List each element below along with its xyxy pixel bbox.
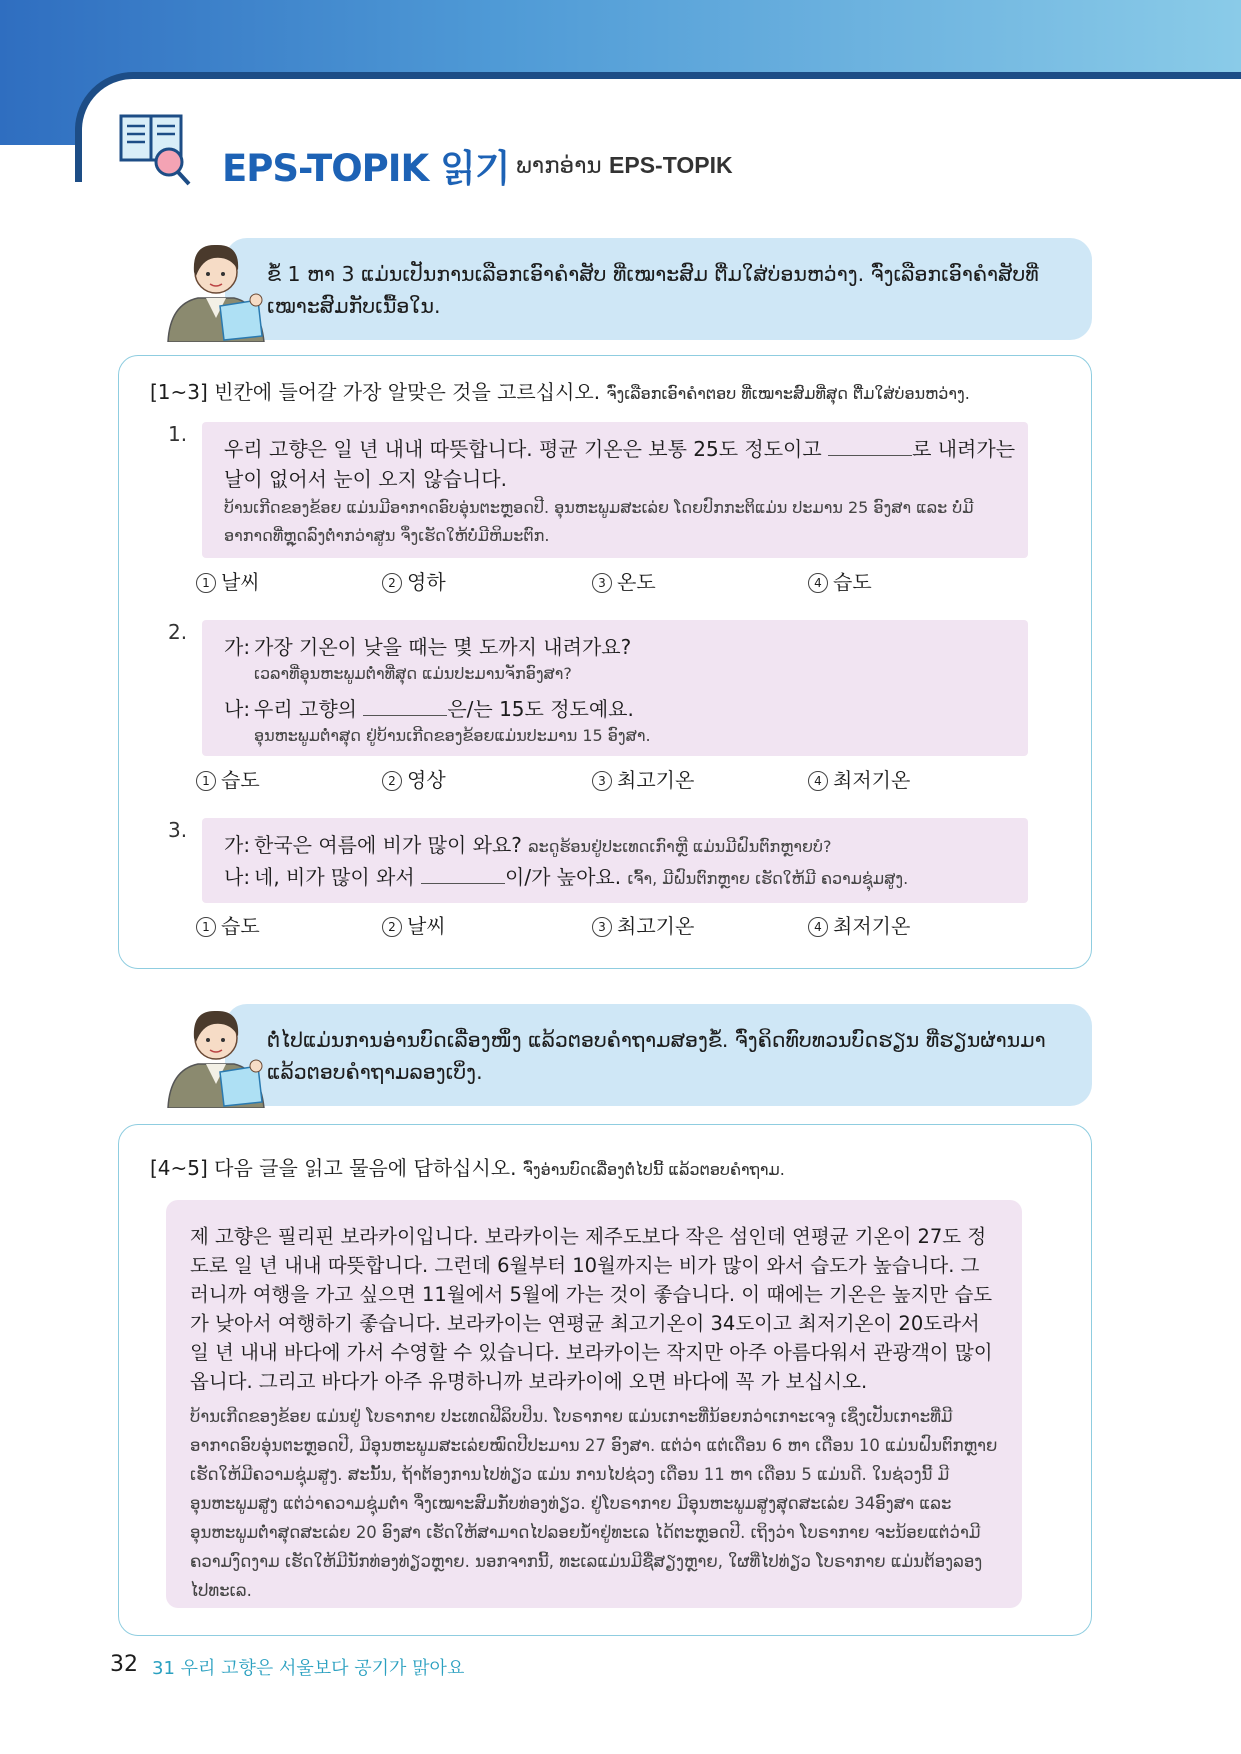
question-number: 3. <box>168 818 188 842</box>
option-1[interactable]: 1 날씨 <box>196 566 260 595</box>
question-2-options <box>196 764 1046 792</box>
option-1[interactable]: 1 습도 <box>196 764 260 793</box>
teacher-illustration <box>160 998 270 1108</box>
section-1-instruction <box>150 376 970 405</box>
option-number-icon: 4 <box>808 917 828 937</box>
book-magnifier-icon <box>117 110 197 190</box>
dialogue-line-b: 나: 네, 비가 많이 와서 이/가 높아요. ເຈົ້າ, ມີຝົນຕົກຫຼາຍ ເຮັດໃຫ້ມີ ຄວາມຊຸ່ມສູງ. <box>224 865 909 889</box>
subtitle-en: EPS-TOPIK <box>609 152 733 178</box>
option-number-icon: 4 <box>808 771 828 791</box>
instruction-lao: ຈົ່ງອ່ານບົດເລື່ອງຕໍ່ໄປນີ້ ແລ້ວຕອບຄຳຖາມ. <box>522 1160 785 1179</box>
option-number-icon: 4 <box>808 573 828 593</box>
instruction-banner-2 <box>225 1004 1092 1106</box>
option-4[interactable]: 4 최저기온 <box>808 764 910 793</box>
banner-2-text: ຕໍ່ໄປແມ່ນການອ່ານບົດເລື່ອງໜຶ່ງ ແລ້ວຕອບຄຳຖາມສອງຂໍ້. ຈົ່ງຄິດທົບທວນບົດຮຽນ ທີ່ຮຽນຜ່ານມາ ແລ້ວຕອບຄຳຖາມລອງເບິ່ງ. <box>267 1028 1046 1084</box>
option-number-icon: 1 <box>196 573 216 593</box>
passage-korean: 제 고향은 필리핀 보라카이입니다. 보라카이는 제주도보다 작은 섬인데 연평균 기온이 27도 정도로 일 년 내내 따뜻합니다. 그런데 6월부터 10월까지는 비가 많이 와서 습도가 높습니다. 그러니까 여행을 가고 싶으면 11월에서 5월에 가는 것이 좋습니다. 이 때에는 기온은 높지만 습도가 낮아서 여행하기 좋습니다. 보라카이는 연평균 최고기온이 34도이고 최저기온이 20도라서 일 년 내내 바다에 가서 수영할 수 있습니다. 보라카이는 작지만 아주 아름다워서 관광객이 많이 옵니다. 그리고 바다가 아주 유명하니까 보라카이에 오면 바다에 꼭 가 보십시오. <box>190 1225 993 1393</box>
option-number-icon: 1 <box>196 917 216 937</box>
answer-blank <box>421 865 505 884</box>
option-number-icon: 1 <box>196 771 216 791</box>
question-number: 2. <box>168 620 188 644</box>
question-1-korean: 우리 고향은 일 년 내내 따뜻합니다. 평균 기온은 보통 25도 정도이고 로 내려가는 날이 없어서 눈이 오지 않습니다. <box>224 437 1016 491</box>
option-3[interactable]: 3 최고기온 <box>592 910 694 939</box>
question-1-options <box>196 566 1046 594</box>
dialogue-line-a: 가: 한국은 여름에 비가 많이 와요? ລະດູຮ້ອນຢູ່ປະເທດເກົາຫຼີ ແມ່ນມີຝົນຕົກຫຼາຍບໍ? <box>224 833 832 857</box>
option-number-icon: 3 <box>592 917 612 937</box>
chapter-title: 31 우리 고향은 서울보다 공기가 맑아요 <box>152 1658 465 1679</box>
option-3[interactable]: 3 온도 <box>592 566 656 595</box>
question-1-lao: ບ້ານເກີດຂອງຂ້ອຍ ແມ່ນມີອາກາດອົບອຸ່ນຕະຫຼອດປີ. ອຸນຫະພູມສະເລ່ຍ ໂດຍປົກກະຕິແມ່ນ ປະມານ 25 ອົງສາ ແລະ ບໍ່ມີອາກາດທີ່ຫຼຸດລົງຕໍ່າກວ່າສູນ ຈຶ່ງເຮັດໃຫ້ບໍ່ມີຫິມະຕົກ. <box>224 498 974 545</box>
page-subtitle <box>516 152 733 179</box>
option-2[interactable]: 2 날씨 <box>382 910 446 939</box>
option-2[interactable]: 2 영상 <box>382 764 446 793</box>
option-number-icon: 3 <box>592 573 612 593</box>
dialogue-line-b: 나: 우리 고향의 은/는 15도 정도예요. <box>224 697 634 721</box>
reading-passage <box>166 1200 1022 1608</box>
question-1-passage <box>202 422 1028 558</box>
instruction-kr: [4~5] 다음 글을 읽고 물음에 답하십시오. <box>150 1156 517 1180</box>
instruction-kr: [1~3] 빈칸에 들어갈 가장 알맞은 것을 고르십시오. <box>150 380 601 404</box>
option-3[interactable]: 3 최고기온 <box>592 764 694 793</box>
subtitle-lao: ພາກອ່ານ <box>516 153 602 179</box>
answer-blank <box>363 697 447 716</box>
option-number-icon: 2 <box>382 573 402 593</box>
option-4[interactable]: 4 최저기온 <box>808 910 910 939</box>
section-2-instruction <box>150 1152 785 1181</box>
question-number: 1. <box>168 422 188 446</box>
option-2[interactable]: 2 영하 <box>382 566 446 595</box>
option-number-icon: 2 <box>382 917 402 937</box>
option-number-icon: 3 <box>592 771 612 791</box>
teacher-illustration <box>160 232 270 342</box>
question-2-dialogue <box>202 620 1028 756</box>
question-3-options <box>196 910 1046 938</box>
page-title: EPS-TOPIK 읽기 <box>222 147 510 190</box>
instruction-banner-1 <box>225 238 1092 340</box>
option-4[interactable]: 4 습도 <box>808 566 872 595</box>
option-1[interactable]: 1 습도 <box>196 910 260 939</box>
banner-1-text: ຂໍ້ 1 ຫາ 3 ແມ່ນເປັນການເລືອກເອົາຄຳສັບ ທີ່ເໝາະສົມ ຕື່ມໃສ່ບ່ອນຫວ່າງ. ຈົ່ງເລືອກເອົາຄຳສັບທີ່ເໝາະສົມກັບເນື້ອໃນ. <box>267 262 1039 318</box>
answer-blank <box>828 437 912 456</box>
dialogue-line-b-lao: ອຸນຫະພູມຕໍ່າສຸດ ຢູ່ບ້ານເກີດຂອງຂ້ອຍແມ່ນປະມານ 15 ອົງສາ. <box>254 726 651 745</box>
passage-lao: ບ້ານເກີດຂອງຂ້ອຍ ແມ່ນຢູ່ ໂບຣາກາຍ ປະເທດຟີລິບປິນ. ໂບຣາກາຍ ແມ່ນເກາະທີ່ນ້ອຍກວ່າເກາະເຈຈູ ເຊິ່ງເປັນເກາະທີ່ມີອາກາດອົບອຸ່ນຕະຫຼອດປີ, ມີອຸນຫະພູມສະເລ່ຍໝົດປີປະມານ 27 ອົງສາ. ແຕ່ວ່າ ແຕ່ເດືອນ 6 ຫາ ເດືອນ 10 ແມ່ນຝົນຕົກຫຼາຍ ເຮັດໃຫ້ມີຄວາມຊຸ່ມສູງ. ສະນັ້ນ, ຖ້າຕ້ອງການໄປທ່ຽວ ແມ່ນ ການໄປຊ່ວງ ເດືອນ 11 ຫາ ເດືອນ 5 ແມ່ນດີ. ໃນຊ່ວງນີ້ ມີອຸນຫະພູມສູງ ແຕ່ວ່າຄວາມຊຸ່ມຕໍ່າ ຈຶ່ງເໝາະສົມກັບທ່ອງທ່ຽວ. ຢູ່ໂບຣາກາຍ ມີອຸນຫະພູມສູງສຸດສະເລ່ຍ 34ອົງສາ ແລະ ອຸນຫະພູມຕໍ່າສຸດສະເລ່ຍ 20 ອົງສາ ເຮັດໃຫ້ສາມາດໄປລອຍນ້ຳຢູ່ທະເລ ໄດ້ຕະຫຼອດປີ. ເຖິງວ່າ ໂບຣາກາຍ ຈະນ້ອຍແຕ່ວ່າມີຄວາມງົດງາມ ເຮັດໃຫ້ມີນັກທ່ອງທ່ຽວຫຼາຍ. ນອກຈາກນີ້, ທະເລແມ່ນມີຊື່ສຽງຫຼາຍ, ໃຜທີ່ໄປທ່ຽວ ໂບຣາກາຍ ແມ່ນຕ້ອງລອງໄປທະເລ. <box>190 1407 998 1600</box>
option-number-icon: 2 <box>382 771 402 791</box>
dialogue-line-a: 가: 가장 기온이 낮을 때는 몇 도까지 내려가요? <box>224 635 632 659</box>
instruction-lao: ຈົ່ງເລືອກເອົາຄຳຕອບ ທີ່ເໝາະສົມທີ່ສຸດ ຕື່ມໃສ່ບ່ອນຫວ່າງ. <box>606 384 970 403</box>
dialogue-line-a-lao: ເວລາທີ່ອຸນຫະພູມຕໍ່າທີ່ສຸດ ແມ່ນປະມານຈັກອົງສາ? <box>254 664 572 683</box>
page-number: 32 <box>110 1652 138 1677</box>
question-3-dialogue <box>202 818 1028 903</box>
